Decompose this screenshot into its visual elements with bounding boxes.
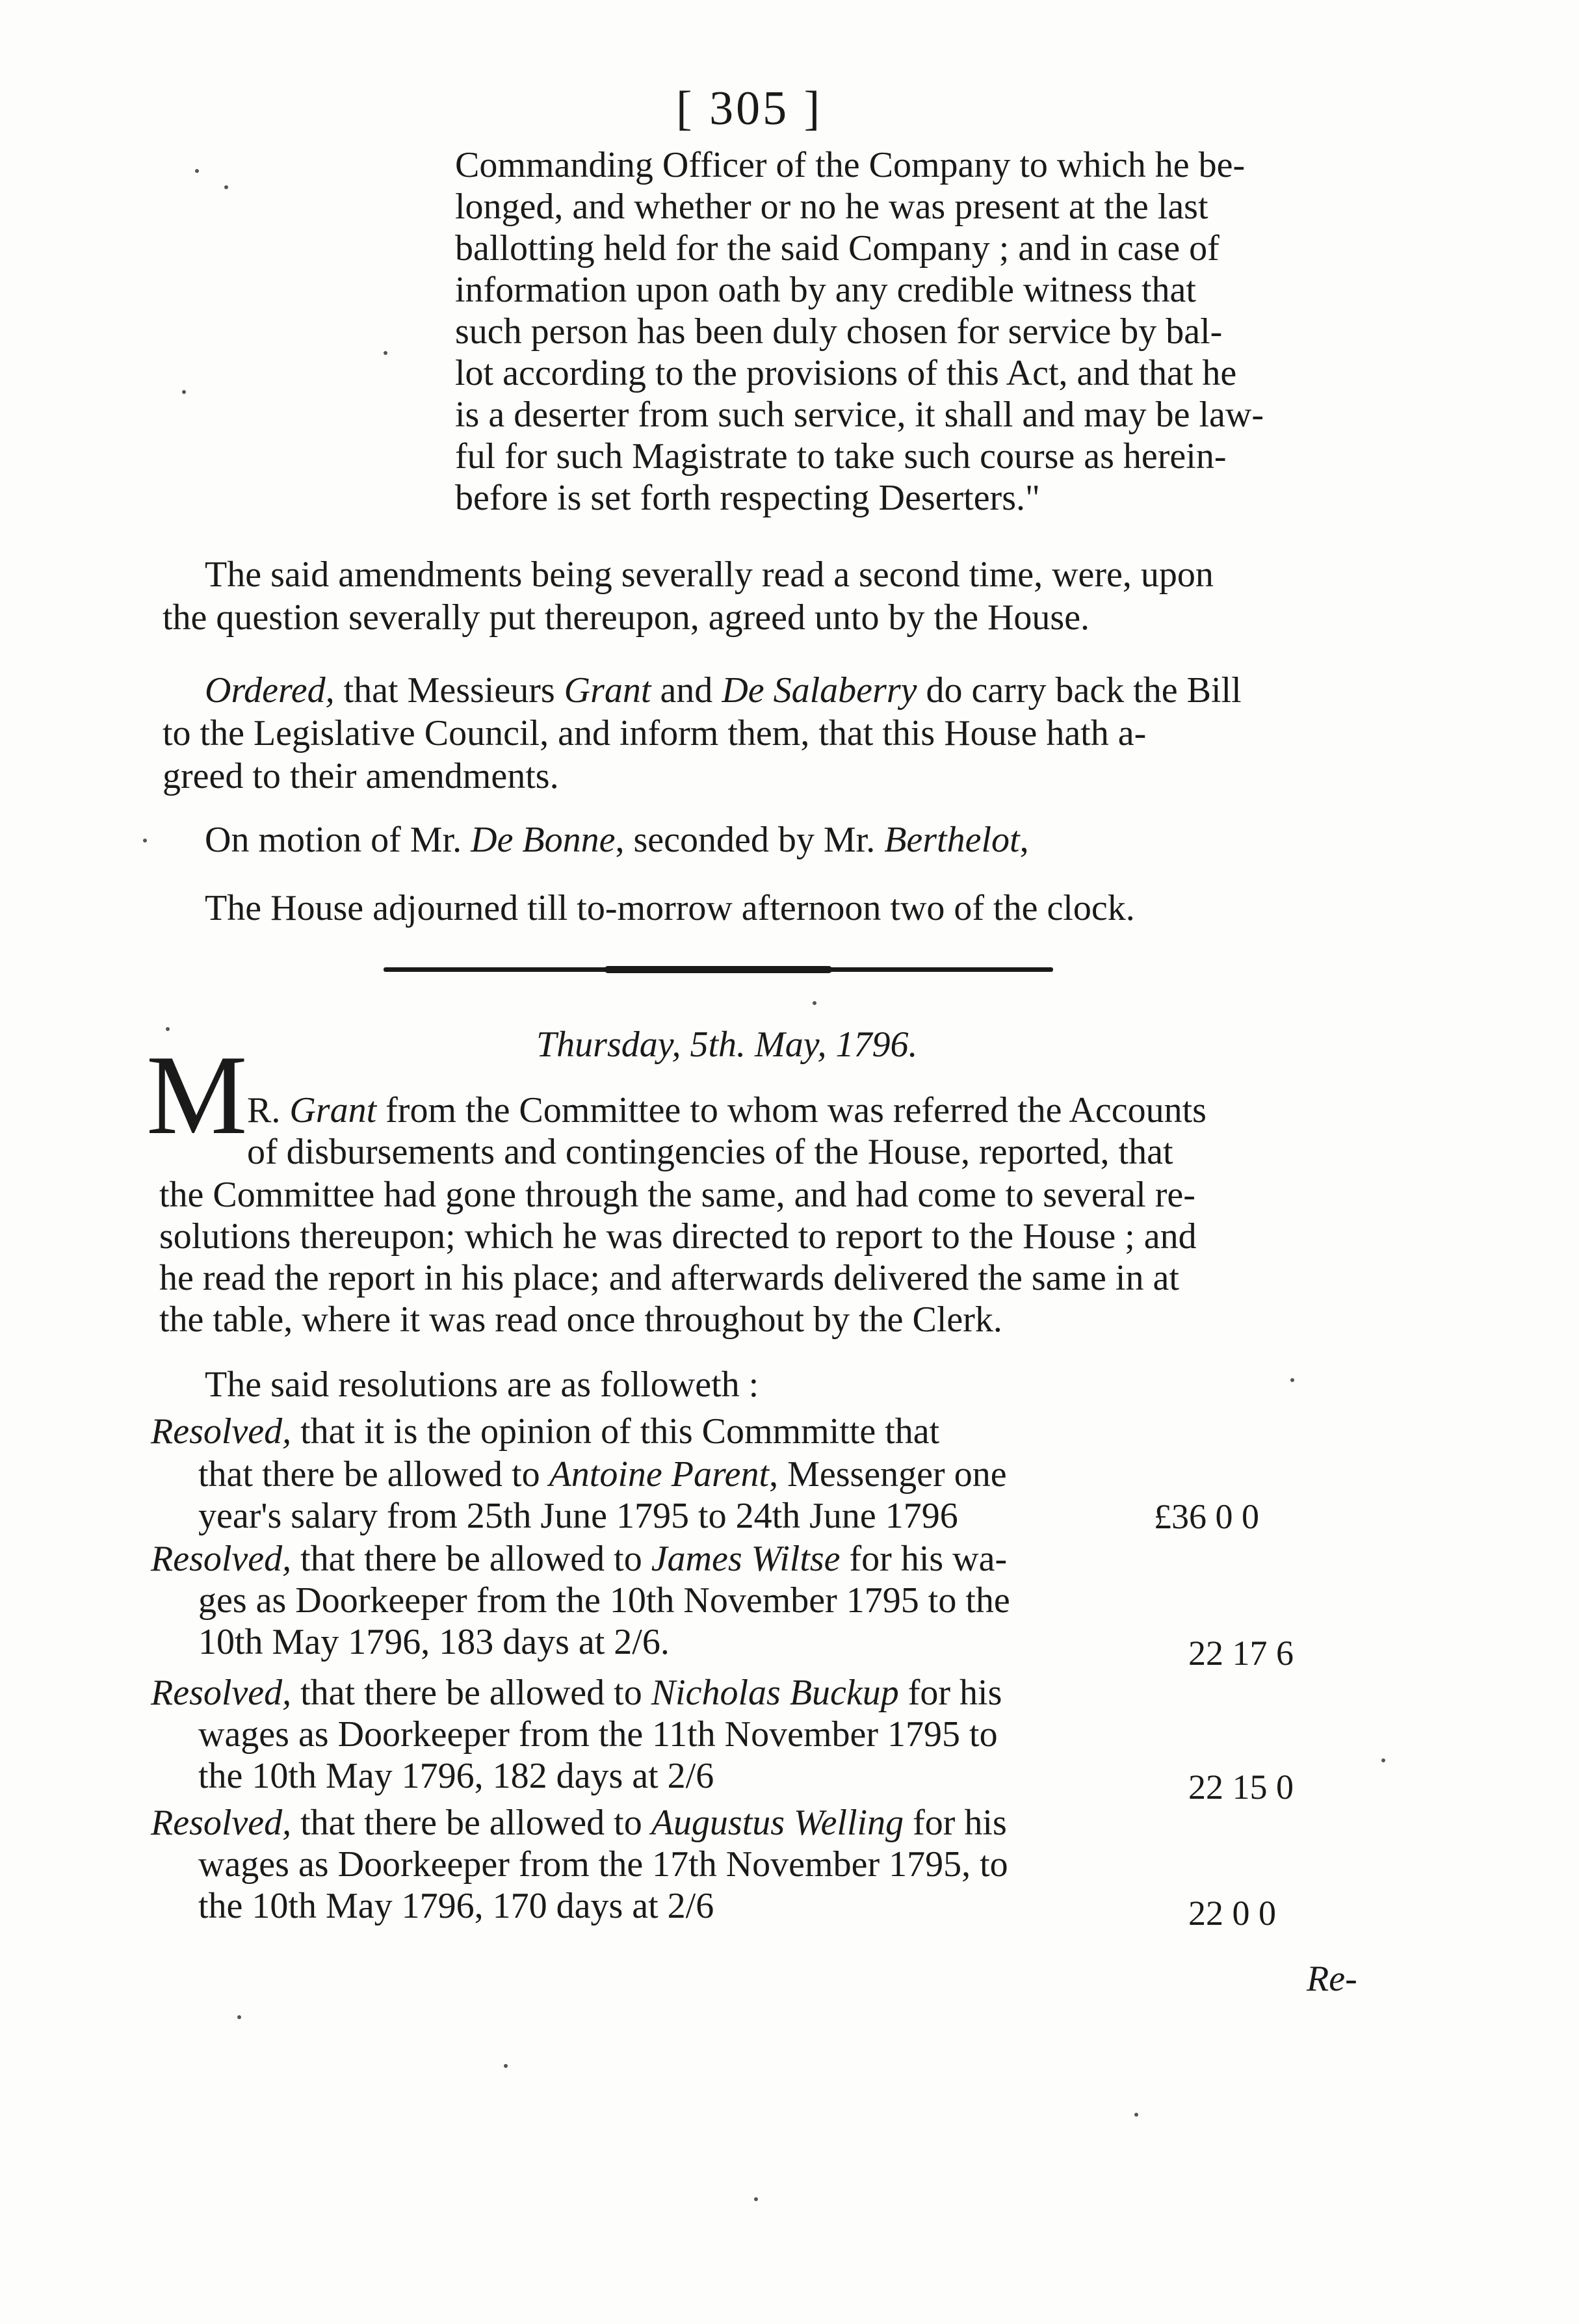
resolved-lead: Resolved, [151,1673,292,1713]
text-run: for his [898,1673,1002,1713]
quote-line: lot according to the provisions of this Act, and that he [455,353,1237,393]
text-run: for his wa- [840,1539,1008,1579]
text-run: and [651,670,722,711]
text-run: for his [904,1803,1007,1843]
member-name: De Salaberry [722,670,917,711]
paragraph-line: greed to their amendments. [163,756,559,796]
section-divider-ornament [605,966,832,973]
resolution-line [198,1454,1007,1495]
quote-line: ful for such Magistrate to take such course as herein- [455,436,1227,477]
text-run: that there be allowed to [291,1673,651,1713]
text-run: that there be allowed to [198,1454,549,1495]
text-run: that Messieurs [334,670,564,711]
quote-line: before is set forth respecting Deserters." [455,478,1040,518]
paragraph-line: the Committee had gone through the same, and had come to several re- [159,1175,1195,1215]
adjourned-line: The House adjourned till to-morrow afternoon two of the clock. [205,888,1135,928]
payee-name: Augustus Welling [651,1803,904,1843]
quote-line: Commanding Officer of the Company to which he be- [455,145,1246,185]
resolution-line: wages as Doorkeeper from the 17th November 1795, to [198,1844,1008,1885]
text-run: from the Committee to whom was referred the Accounts [376,1090,1207,1130]
quote-line: such person has been duly chosen for service by bal- [455,311,1223,352]
payee-name: Nicholas Buckup [651,1673,899,1713]
member-name: Grant [289,1090,377,1130]
text-run: do carry back the Bill [917,670,1242,711]
quote-line: ballotting held for the said Company ; and in case of [455,228,1220,268]
member-name: De Bonne [471,820,616,860]
payee-name: Antoine Parent [549,1454,770,1495]
resolution-amount: £36 0 0 [1154,1497,1259,1536]
paragraph-line: of disbursements and contingencies of the House, reported, that [247,1132,1173,1172]
text-run: , Messenger one [769,1454,1007,1495]
drop-cap: M [146,1032,248,1158]
resolution-line: the 10th May 1796, 182 days at 2/6 [198,1756,714,1796]
member-name: Berthelot [884,820,1020,860]
paragraph-line: he read the report in his place; and afterwards delivered the same in at [159,1258,1179,1298]
resolution-line: wages as Doorkeeper from the 11th November 1795 to [198,1714,998,1755]
member-name: Grant [564,670,651,711]
resolution-line: year's salary from 25th June 1795 to 24th June 1796 [198,1496,958,1536]
resolution-amount: 22 15 0 [1188,1768,1294,1807]
paragraph-line [205,670,1242,711]
paragraph-line: The said amendments being severally read a second time, were, upon [205,555,1214,595]
resolved-lead: Resolved, [151,1411,292,1452]
resolution-line: ges as Doorkeeper from the 10th November 1795 to the [198,1580,1010,1621]
text-run: On motion of Mr. [205,820,471,860]
paragraph-line: the table, where it was read once throughout by the Clerk. [159,1299,1002,1340]
text-run: R. [247,1090,290,1130]
ordered-lead: Ordered, [205,670,335,711]
text-run: that it is the opinion of this Commmitte that [291,1411,940,1452]
catchword: Re- [1307,1959,1357,1999]
date-heading: Thursday, 5th. May, 1796. [536,1025,918,1065]
paragraph-line [247,1090,1207,1131]
page-number: [ 305 ] [676,82,823,135]
quote-line: longed, and whether or no he was present at the last [455,187,1208,227]
payee-name: James Wiltse [651,1539,841,1579]
text-run: , [1019,820,1029,860]
paragraph-line: to the Legislative Council, and inform them, that this House hath a- [163,713,1147,753]
resolution-amount: 22 0 0 [1188,1894,1276,1933]
text-run: , seconded by Mr. [615,820,885,860]
quote-line: information upon oath by any credible witness that [455,270,1196,310]
text-run: that there be allowed to [291,1803,651,1843]
resolved-lead: Resolved, [151,1539,292,1579]
paragraph-line: solutions thereupon; which he was directed to report to the House ; and [159,1216,1197,1257]
resolved-lead: Resolved, [151,1803,292,1843]
quote-line: is a deserter from such service, it shall and may be law- [455,395,1264,435]
resolutions-intro: The said resolutions are as followeth : [205,1364,759,1405]
text-run: that there be allowed to [291,1539,651,1579]
resolution-line [151,1802,1007,1844]
resolution-amount: 22 17 6 [1188,1634,1294,1673]
resolution-line [151,1538,1007,1580]
resolution-line: 10th May 1796, 183 days at 2/6. [198,1622,670,1662]
resolution-line [151,1672,1002,1714]
resolution-line: the 10th May 1796, 170 days at 2/6 [198,1886,714,1926]
paragraph-line: the question severally put thereupon, agreed unto by the House. [163,597,1090,638]
motion-line [205,819,1029,861]
resolution-line [151,1411,939,1452]
